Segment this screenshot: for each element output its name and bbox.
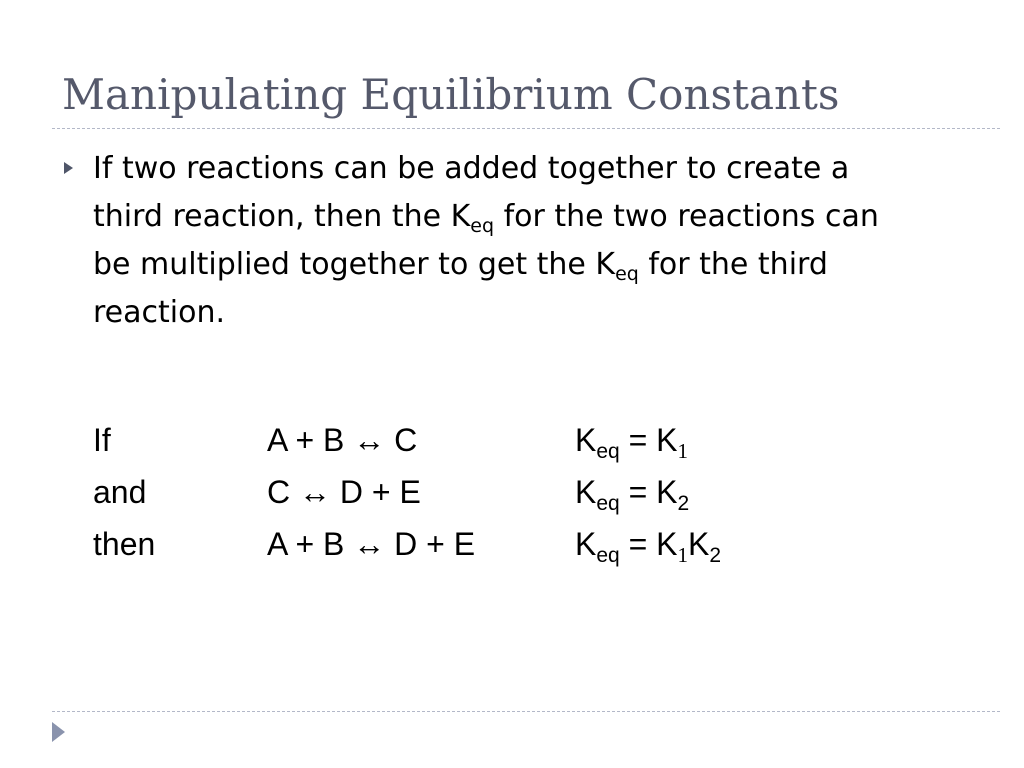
- footer-divider: [52, 711, 1000, 712]
- k-index-second: 2: [709, 544, 722, 567]
- k-symbol: K: [575, 526, 597, 562]
- bullet-line-1: If two reactions can be added together to create a: [93, 151, 850, 186]
- k-subscript: eq: [596, 440, 620, 463]
- k-symbol: K: [575, 422, 597, 458]
- k-symbol-second: K: [688, 526, 710, 562]
- bullet-line-2: [93, 193, 973, 241]
- next-slide-arrow-icon[interactable]: [52, 722, 65, 742]
- bullet-line-2-pre: third reaction, then the K: [93, 199, 471, 234]
- equation-reaction: A + B ↔ C: [267, 422, 418, 458]
- slide-title: Manipulating Equilibrium Constants: [62, 70, 840, 119]
- k-equals: = K: [619, 422, 678, 458]
- k-symbol: K: [575, 474, 597, 510]
- k-index: 1: [677, 439, 689, 463]
- k-equals: = K: [619, 474, 678, 510]
- bullet-paragraph: [93, 145, 973, 337]
- bullet-line-4: reaction.: [93, 295, 226, 330]
- k-equals: = K: [619, 526, 678, 562]
- keq-subscript: eq: [470, 215, 495, 237]
- k-index: 2: [677, 492, 690, 515]
- bullet-line-3-pre: be multiplied together to get the K: [93, 247, 616, 282]
- k-subscript: eq: [596, 544, 620, 567]
- keq-subscript: eq: [615, 263, 639, 285]
- k-index: 1: [677, 543, 689, 567]
- bullet-line-3-post: for the third: [638, 247, 828, 282]
- title-divider: [52, 128, 1000, 129]
- k-subscript: eq: [596, 492, 620, 515]
- equation-condition: and: [93, 474, 147, 510]
- bullet-line-2-post: for the two reactions can: [494, 199, 879, 234]
- equation-condition: If: [93, 422, 111, 458]
- equation-condition: then: [93, 526, 156, 562]
- equation-constant: [575, 466, 689, 518]
- equation-constant: [575, 518, 721, 570]
- equation-reaction: C ↔ D + E: [267, 474, 421, 510]
- bullet-line-3: [93, 241, 973, 289]
- equation-constant: [575, 414, 688, 466]
- bullet-triangle-icon: [64, 162, 73, 174]
- equation-reaction: A + B ↔ D + E: [267, 526, 476, 562]
